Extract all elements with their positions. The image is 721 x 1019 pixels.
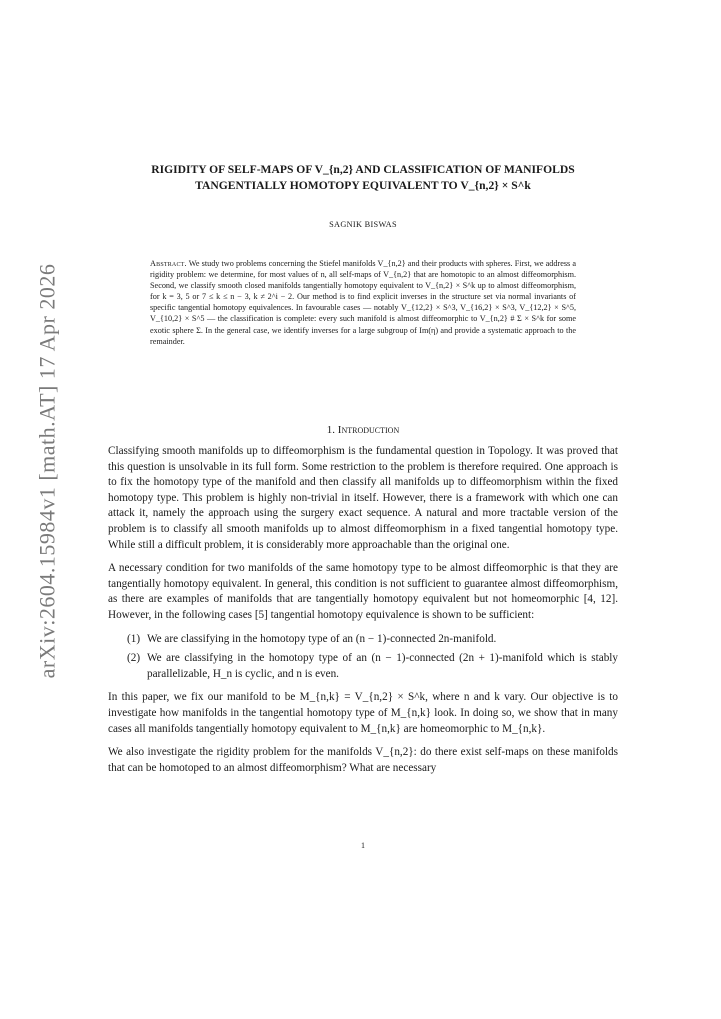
list-item	[108, 632, 618, 648]
list-item-text: We are classifying in the homotopy type of an (n − 1)-connected 2n-manifold.	[147, 632, 497, 645]
arxiv-stamp	[32, 263, 62, 679]
arxiv-stamp-text: arXiv:2604.15984v1 [math.AT] 17 Apr 2026	[34, 263, 60, 679]
list-item-text: We are classifying in the homotopy type of an (n − 1)-connected (2n + 1)-manifold which is stably parallelizable, H_n is cyclic, and n is even.	[147, 652, 618, 680]
author-name: SAGNIK BISWAS	[329, 220, 397, 229]
conditions-list	[108, 632, 618, 683]
title-line-1: RIGIDITY OF SELF-MAPS OF V_{n,2} AND CLASSIFICATION OF MANIFOLDS	[151, 163, 575, 176]
title-line-2: TANGENTIALLY HOMOTOPY EQUIVALENT TO V_{n,2} × S^k	[195, 179, 531, 192]
abstract	[150, 258, 576, 347]
section-heading	[108, 424, 618, 436]
paragraph-1: Classifying smooth manifolds up to diffeomorphism is the fundamental question in Topology. It was proved that this question is unsolvable in its full form. Some restriction to the problem is therefore required. One approach is to fix the homotopy type of the manifold and then classify all manifolds up to diffeomorphism within the fixed homotopy type. This problem is highly non-trivial in itself. However, there is a framework with which one can attack it, namely the approach using the surgery exact sequence. A natural and more tractable version of the problem is to classify all smooth manifolds up to almost diffeomorphism in a fixed tangential homotopy type. While still a difficult problem, it is considerably more approachable than the original one.	[108, 445, 618, 551]
paragraph-4: We also investigate the rigidity problem for the manifolds V_{n,2}: do there exist self-maps on these manifolds that can be homotoped to an almost diffeomorphism? What are necessary	[108, 746, 618, 774]
page-number: 1	[361, 841, 365, 850]
abstract-text: We study two problems concerning the Stiefel manifolds V_{n,2} and their products with spheres. First, we address a rigidity problem: we determine, for most values of n, all self-maps of V_{n,2} that are homotopic to an almost diffeomorphism. Second, we classify smooth closed manifolds tangentially homotopy equivalent to V_{n,2} × S^k up to almost diffeomorphism, for k = 3, 5 or 7 ≤ k ≤ n − 3, k ≠ 2^i − 2. Our method is to find explicit inverses in the structure set via normal invariants of specific tangential homotopy equivalences. In favourable cases — notably V_{12,2} × S^3, V_{16,2} × S^3, V_{12,2} × S^5, V_{10,2} × S^5 — the classification is complete: every such manifold is almost diffeomorphic to V_{n,2} # Σ × S^k for some exotic sphere Σ. In the general case, we identify inverses for a large subgroup of Im(η) and provide a systematic approach to the remainder.	[150, 259, 577, 346]
abstract-label: Abstract.	[150, 259, 187, 268]
list-item	[108, 651, 618, 682]
paper-title	[108, 162, 618, 194]
list-item-label: (2)	[127, 652, 141, 665]
section-number: 1.	[326, 424, 336, 436]
list-item-label: (1)	[127, 632, 141, 645]
paragraph-3: In this paper, we fix our manifold to be M_{n,k} = V_{n,2} × S^k, where n and k vary. Our objective is to investigate how manifolds in the tangential homotopy type of M_{n,k} look. In doing so, we show that in many cases all manifolds tangentially homotopy equivalent to M_{n,k} are homeomorphic to M_{n,k}.	[108, 691, 618, 735]
paragraph-2: A necessary condition for two manifolds of the same homotopy type to be almost diffeomorphic is that they are tangentially homotopy equivalent. In general, this condition is not sufficient to guarantee almost diffeomorphism, as there are examples of manifolds that are tangentially homotopy equivalent but not homeomorphic [4, 12]. However, in the following cases [5] tangential homotopy equivalence is shown to be sufficient:	[108, 562, 618, 621]
section-title: Introduction	[337, 424, 400, 436]
body-text	[108, 444, 618, 784]
